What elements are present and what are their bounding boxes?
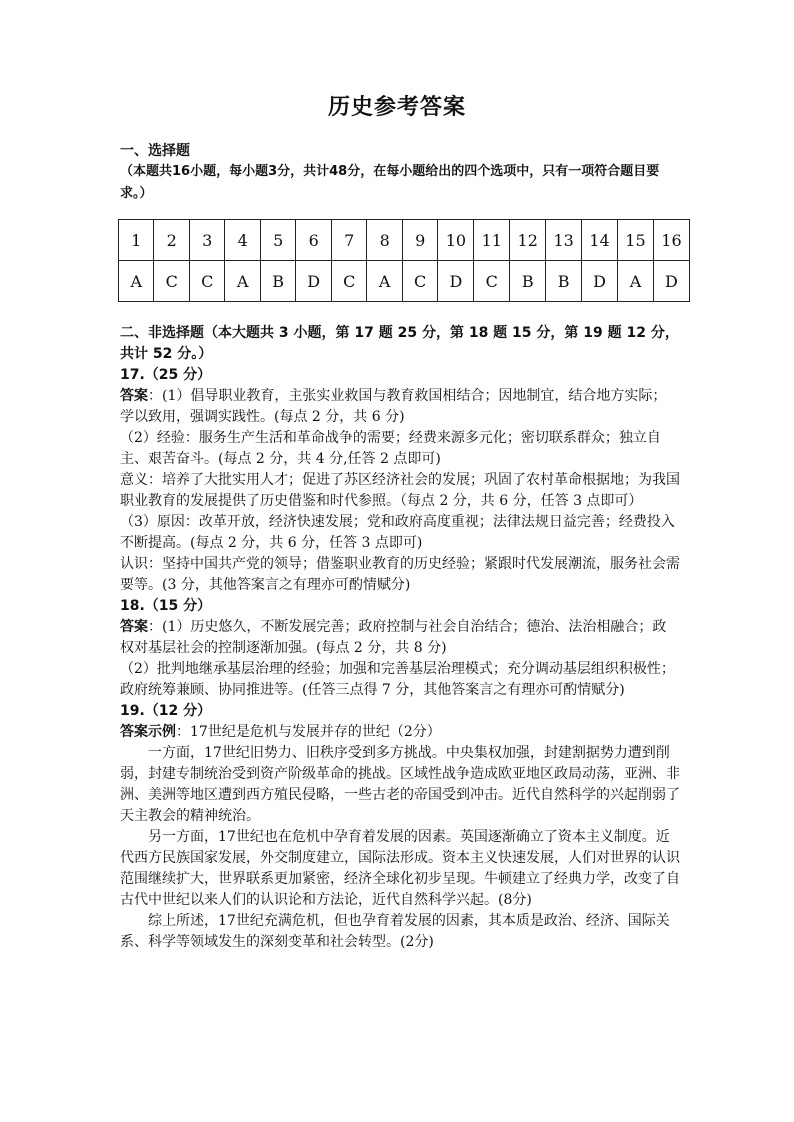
q17-part4: （3）原因：改革开放，经济快速发展；党和政府高度重视；法律法规日益完善；经费投入不断提高。(每点 2 分，共 6 分，任答 3 点即可) [120, 514, 675, 551]
question-number: 2 [154, 220, 190, 261]
answer-cell: A [225, 261, 260, 302]
question-number-row [119, 220, 690, 261]
q17-part5: 认识：坚持中国共产党的领导；借鉴职业教育的历史经验；紧跟时代发展潮流，服务社会需要等。(3 分，其他答案言之有理亦可酌情赋分) [120, 556, 680, 593]
answer-cell: A [119, 261, 154, 302]
page-title: 历史参考答案 [327, 95, 466, 120]
q18-part1 [120, 617, 680, 659]
question-number: 13 [546, 220, 582, 261]
q17-answer-label: 答案 [120, 388, 148, 404]
question-number: 9 [402, 220, 438, 261]
answer-row [119, 261, 690, 302]
answer-cell: D [438, 261, 474, 302]
answer-cell: B [260, 261, 295, 302]
answer-cell: D [653, 261, 689, 302]
q19-part1 [120, 722, 680, 743]
q19-answer-label: 答案示例 [120, 724, 176, 740]
question-number: 10 [438, 220, 474, 261]
answer-cell: B [546, 261, 582, 302]
section1-note: （本题共16小题，每小题3分，共计48分，在每小题给出的四个选项中，只有一项符合题目要求。） [120, 164, 660, 201]
answer-cell: C [402, 261, 438, 302]
answer-cell: C [154, 261, 190, 302]
question-number: 14 [582, 220, 618, 261]
question-number: 8 [367, 220, 402, 261]
section2 [120, 323, 680, 953]
q17-part1 [120, 386, 680, 428]
q19-part1-text: ：17世纪是危机与发展并存的世纪（2分） [176, 724, 441, 740]
answer-table [118, 219, 690, 302]
q18-title: 18.（15 分） [120, 598, 212, 614]
question-number: 11 [474, 220, 510, 261]
q17-part2: （2）经验：服务生产生活和革命战争的需要；经费来源多元化；密切联系群众；独立自主、艰苦奋斗。(每点 2 分，共 4 分,任答 2 点即可) [120, 430, 661, 467]
q19-paragraph-3: 综上所述，17世纪充满危机，但也孕育着发展的因素，其本质是政治、经济、国际关系、科学等领域发生的深刻变革和社会转型。(2分) [120, 913, 670, 950]
q18-part2: （2）批判地继承基层治理的经验；加强和完善基层治理模式；充分调动基层组织积极性；政府统筹兼顾、协同推进等。(任答三点得 7 分，其他答案言之有理亦可酌情赋分) [120, 661, 675, 698]
answer-cell: D [582, 261, 618, 302]
question-number: 5 [260, 220, 295, 261]
answer-cell: A [618, 261, 654, 302]
question-number: 7 [331, 220, 367, 261]
q19-title: 19.（12 分） [120, 703, 212, 719]
section2-heading: 二、非选择题（本大题共 3 小题，第 17 题 25 分，第 18 题 15 分，第 19 题 12 分，共计 52 分。） [120, 325, 679, 362]
q17-title: 17.（25 分） [120, 367, 212, 383]
q18-answer-label: 答案 [120, 619, 148, 635]
q19-paragraph-2: 另一方面，17世纪也在危机中孕育着发展的因素。英国逐渐确立了资本主义制度。近代西方民族国家发展，外交制度建立，国际法形成。资本主义快速发展，人们对世界的认识范围继续扩大，世界联系更加紧密，经济全球化初步呈现。牛顿建立了经典力学，改变了自古代中世纪以来人们的认识论和方法论，近代自然科学兴起。(8分) [120, 829, 680, 908]
question-number: 6 [296, 220, 332, 261]
question-number: 15 [618, 220, 654, 261]
question-number: 4 [225, 220, 260, 261]
answer-cell: C [331, 261, 367, 302]
question-number: 1 [119, 220, 154, 261]
question-number: 12 [510, 220, 546, 261]
answer-cell: C [474, 261, 510, 302]
section1-heading: 一、选择题 [120, 143, 190, 159]
question-number: 16 [653, 220, 689, 261]
q18-part1-text: ：(1）历史悠久，不断发展完善；政府控制与社会自治结合；德治、法治相融合；政权对基层社会的控制逐渐加强。(每点 2 分，共 8 分) [120, 619, 667, 656]
q19-paragraph-1: 一方面，17世纪旧势力、旧秩序受到多方挑战。中央集权加强，封建割据势力遭到削弱，封建专制统治受到资产阶级革命的挑战。区域性战争造成欧亚地区政局动荡，亚洲、非洲、美洲等地区遭到西方殖民侵略，一些古老的帝国受到冲击。近代自然科学的兴起削弱了天主教会的精神统治。 [120, 745, 680, 824]
answer-cell: C [189, 261, 225, 302]
answer-cell: D [296, 261, 332, 302]
q17-part1-text: ：(1）倡导职业教育，主张实业救国与教育救国相结合；因地制宜，结合地方实际；学以致用，强调实践性。(每点 2 分，共 6 分) [120, 388, 667, 425]
answer-cell: A [367, 261, 402, 302]
question-number: 3 [189, 220, 225, 261]
q17-part3: 意义：培养了大批实用人才；促进了苏区经济社会的发展；巩固了农村革命根据地；为我国职业教育的发展提供了历史借鉴和时代参照。（每点 2 分，共 6 分，任答 3 点即可） [120, 472, 680, 509]
answer-cell: B [510, 261, 546, 302]
